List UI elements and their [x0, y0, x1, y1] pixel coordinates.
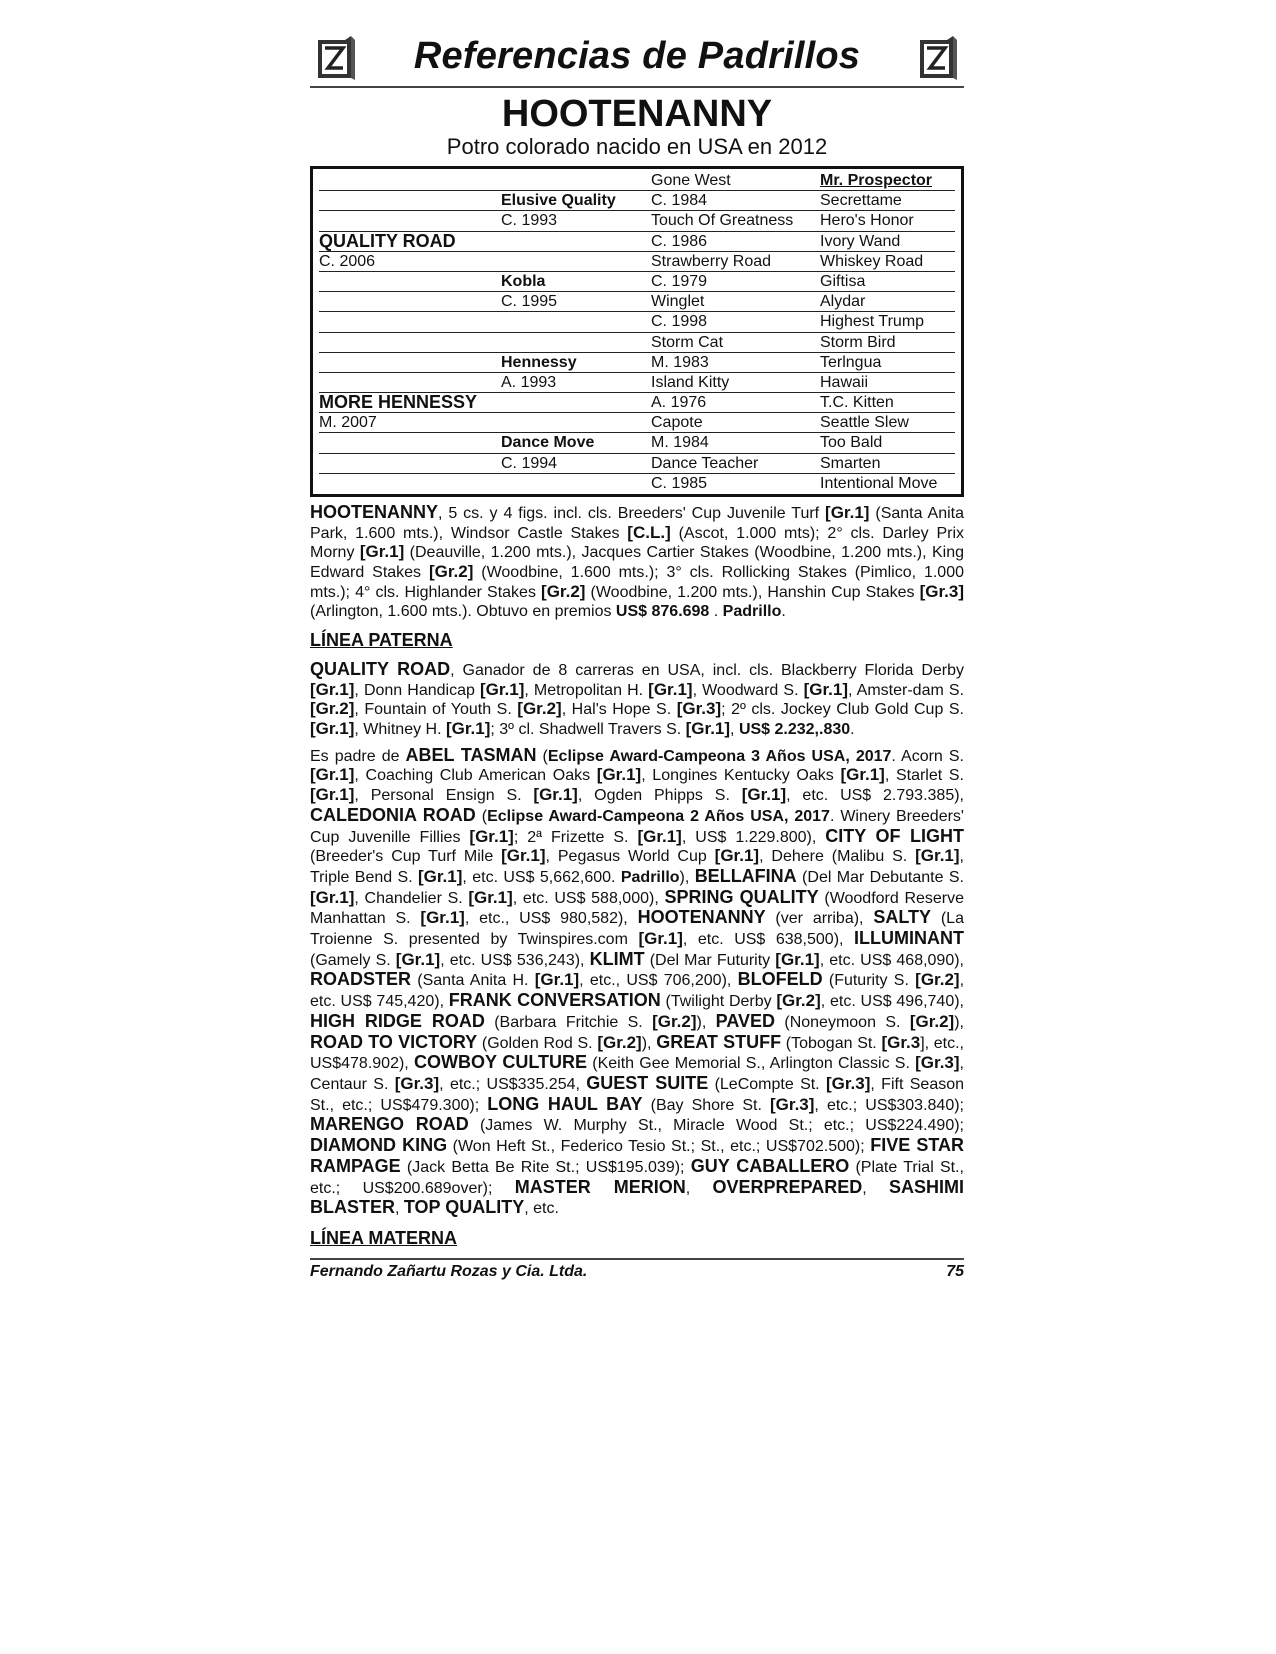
race-record	[310, 503, 964, 621]
grade-tag: [Gr.2]	[776, 991, 821, 1011]
grade-tag: [Gr.2]	[310, 699, 355, 719]
pedigree-cell: C. 1979	[651, 272, 708, 290]
grade-tag: [Gr.2]	[517, 699, 562, 719]
text-run: (Golden Rod S.	[477, 1034, 598, 1052]
pedigree-cell	[319, 312, 501, 331]
grade-tag: [Gr.1]	[741, 785, 787, 805]
text-run: , Metropolitan H.	[524, 681, 649, 699]
text-run: , etc. US$ 588,000),	[512, 889, 665, 907]
page-title: Referencias de Padrillos	[413, 35, 861, 77]
pedigree-cell	[319, 353, 501, 372]
grade-tag: [Gr.1]	[685, 719, 731, 739]
text-run: , etc. US$ 536,243),	[440, 951, 590, 969]
text-run: Eclipse Award-Campeona 3 Años USA, 2017	[547, 747, 892, 765]
pedigree-cell: Kobla	[501, 272, 546, 290]
grade-tag: [Gr.1]	[420, 908, 465, 928]
pedigree-cell: Giftisa	[820, 272, 866, 290]
text-run: , etc., US$ 980,582),	[464, 910, 638, 928]
pedigree-cell: M. 2007	[319, 414, 377, 432]
horse-name-ref: ILLUMINANT	[854, 928, 965, 949]
pedigree-cell	[501, 171, 651, 190]
text-run: , etc., US$ 706,200),	[579, 972, 738, 990]
pedigree-row	[319, 292, 955, 312]
grade-tag: [Gr.1]	[445, 719, 491, 739]
pedigree-cell: Terlngua	[820, 353, 882, 371]
pedigree-cell: C. 1986	[651, 232, 708, 250]
page-footer	[310, 1258, 964, 1282]
text-run: , Fift Season St., etc.; US$479.300);	[310, 1075, 965, 1114]
pedigree-cell	[319, 171, 501, 190]
pedigree-cell: Capote	[651, 414, 703, 432]
horse-name-ref: COWBOY CULTURE	[413, 1052, 588, 1073]
grade-tag: [Gr.1]	[479, 679, 525, 699]
horse-name-ref: QUALITY ROAD	[310, 658, 451, 679]
grade-tag: [Gr.1]	[468, 887, 513, 907]
text-run: Padrillo	[722, 602, 782, 620]
text-run: (Deauville, 1.200 mts.), Jacques Cartier Stakes (Woodbine, 1.200 mts.), King Edward Stakes	[310, 544, 964, 582]
grade-tag: [Gr.1]	[310, 785, 355, 805]
horse-name-ref: FIVE STAR RAMPAGE	[310, 1135, 964, 1176]
pedigree-cell	[319, 191, 501, 210]
text-run: (Santa Anita Park, 1.600 mts.), Windsor Castle Stakes	[310, 505, 965, 542]
text-run: (Keith Gee Memorial S., Arlington Classic S.	[587, 1055, 916, 1073]
text-run: . Winery Breeders' Cup Juvenille Fillies	[310, 807, 964, 846]
text-run: , Coaching Club American Oaks	[354, 767, 597, 785]
text-run: , etc. US$ 638,500),	[682, 931, 855, 949]
pedigree-cell: Whiskey Road	[820, 252, 924, 270]
pedigree-cell: A. 1993	[501, 373, 557, 391]
pedigree-cell: Alydar	[820, 293, 866, 311]
pedigree-cell: Dance Teacher	[651, 454, 759, 472]
text-run: ], etc., US$478.902),	[310, 1034, 964, 1073]
pedigree-cell: Strawberry Road	[651, 252, 772, 270]
pedigree-cell: Storm Cat	[651, 333, 724, 351]
pedigree-cell: Winglet	[651, 293, 705, 311]
text-run: (Bay Shore St.	[642, 1096, 771, 1114]
pedigree-cell	[319, 373, 501, 392]
page-header	[310, 30, 964, 88]
grade-tag: [Gr.1]	[533, 785, 578, 805]
text-run: ),	[679, 868, 695, 886]
section-paternal-line: LÍNEA PATERNA	[310, 630, 453, 651]
text-run: Padrillo	[620, 868, 680, 886]
pedigree-cell	[501, 312, 651, 331]
grade-tag: [Gr.3]	[394, 1073, 440, 1093]
text-run: (Tobogan St.	[781, 1034, 882, 1052]
text-run: , Personal Ensign S.	[354, 787, 534, 805]
horse-name-ref: CALEDONIA ROAD	[310, 804, 476, 825]
text-run: , etc. US$ 468,090),	[819, 951, 965, 969]
horse-name-ref: PAVED	[715, 1010, 775, 1031]
text-run: , etc. US$ 2.793.385),	[786, 787, 964, 805]
pedigree-cell: C. 1995	[501, 293, 558, 311]
text-run: ,	[730, 721, 739, 739]
grade-tag: [Gr.1]	[840, 765, 885, 785]
page-number: 75	[946, 1262, 964, 1280]
horse-name-ref: OVERPREPARED	[712, 1176, 863, 1197]
grade-tag: [Gr.1]	[775, 949, 820, 969]
pedigree-row	[319, 272, 955, 292]
page	[310, 30, 964, 1282]
grade-tag: [Gr.1]	[310, 679, 355, 699]
horse-name-ref: GUY CABALLERO	[690, 1155, 850, 1176]
grade-tag: [Gr.1]	[637, 826, 682, 846]
text-run: ; 2ª Frizette S.	[513, 828, 638, 846]
horse-name-ref: ROAD TO VICTORY	[310, 1031, 478, 1052]
pedigree-cell: Highest Trump	[820, 313, 925, 331]
text-run: (Arlington, 1.600 mts.). Obtuvo en premios	[310, 602, 616, 620]
pedigree-cell: MORE HENNESSY	[319, 392, 478, 413]
horse-name-ref: HOOTENANNY	[310, 502, 439, 522]
grade-tag: [Gr.3]	[915, 1053, 960, 1073]
pedigree-row	[319, 252, 955, 272]
horse-name-ref: KLIMT	[589, 948, 645, 969]
pedigree-cell: Hennessy	[501, 353, 577, 371]
text-run: .	[709, 602, 723, 620]
grade-tag: [Gr.2]	[915, 970, 960, 990]
text-run: (Woodbine, 1.200 mts.), Hanshin Cup Stakes	[585, 583, 920, 601]
text-run: US$ 2.232,.830	[738, 721, 851, 739]
text-run: , Triple Bend S.	[310, 848, 964, 886]
pedigree-cell: C. 1985	[651, 474, 708, 492]
text-run: .	[781, 602, 786, 620]
text-run: , Dehere (Malibu S.	[759, 848, 916, 866]
text-run: . Acorn S.	[891, 747, 964, 765]
pedigree-table	[310, 166, 964, 497]
grade-tag: [Gr.1]	[803, 679, 849, 699]
text-run: (Del Mar Futurity	[644, 951, 776, 969]
horse-name-ref: HOOTENANNY	[637, 907, 766, 928]
pedigree-cell	[319, 272, 501, 291]
pedigree-cell: T.C. Kitten	[820, 394, 894, 412]
pedigree-row	[319, 413, 955, 433]
pedigree-cell	[319, 474, 501, 493]
text-run: , etc.; US$335.254,	[439, 1075, 587, 1093]
pedigree-row	[319, 333, 955, 353]
pedigree-row	[319, 454, 955, 474]
grade-tag: [Gr.1]	[469, 826, 514, 846]
grade-tag: [Gr.1]	[596, 765, 642, 785]
text-run: , etc.; US$303.840);	[814, 1096, 964, 1114]
horse-name-ref: SALTY	[873, 907, 932, 928]
horse-name-ref: LONG HAUL BAY	[487, 1093, 643, 1114]
sire-record	[310, 660, 964, 740]
grade-tag: [Gr.2]	[428, 562, 474, 582]
text-run: US$ 876.698	[615, 602, 710, 620]
grade-tag: [Gr.1]	[359, 542, 405, 562]
horse-name-ref: BELLAFINA	[694, 865, 797, 886]
grade-tag: [Gr.3]	[770, 1094, 815, 1114]
grade-tag: [Gr.1]	[648, 679, 693, 699]
pedigree-cell	[319, 292, 501, 311]
text-run: (Ascot, 1.000 mts); 2° cls. Darley Prix Morny	[310, 524, 964, 562]
grade-tag: [Gr.2]	[541, 581, 586, 601]
pedigree-cell: Hawaii	[820, 373, 869, 391]
pedigree-cell: Seattle Slew	[820, 414, 909, 432]
text-run: , etc. US$ 745,420),	[310, 972, 965, 1011]
pedigree-cell	[319, 433, 501, 452]
horse-name-ref: GREAT STUFF	[656, 1031, 782, 1052]
horse-name-ref: TOP QUALITY	[403, 1197, 525, 1218]
grade-tag: [Gr.1]	[638, 929, 683, 949]
pedigree-cell: Secrettame	[820, 192, 902, 210]
pedigree-row	[319, 393, 955, 413]
text-run: (Woodford Reserve Manhattan S.	[310, 889, 965, 928]
text-run: , 5 cs. y 4 figs. incl. cls. Breeders' Cup Juvenile Turf	[438, 505, 826, 522]
zr-logo-icon	[917, 34, 959, 82]
text-run: (Gamely S.	[310, 951, 396, 969]
grade-tag: [Gr.3]	[676, 699, 722, 719]
pedigree-cell: Elusive Quality	[501, 192, 616, 210]
horse-name: HOOTENANNY	[501, 93, 773, 135]
pedigree-cell	[501, 474, 651, 493]
text-run: (Won Heft St., Federico Tesio St.; St., etc.; US$702.500);	[447, 1138, 871, 1156]
pedigree-cell	[319, 454, 501, 473]
pedigree-cell: C. 1994	[501, 454, 558, 472]
sire-progeny	[310, 746, 964, 1219]
pedigree-cell: Smarten	[820, 454, 881, 472]
horse-name-ref: BLOFELD	[737, 969, 823, 990]
pedigree-row	[319, 353, 955, 373]
grade-tag: [Gr.1]	[825, 503, 870, 522]
grade-tag: [Gr.1]	[534, 970, 580, 990]
pedigree-cell	[501, 252, 651, 271]
section-maternal-line: LÍNEA MATERNA	[310, 1227, 457, 1248]
text-run: ),	[954, 1013, 964, 1031]
text-run: , Centaur S.	[310, 1055, 964, 1093]
pedigree-cell: Hero's Honor	[820, 212, 914, 230]
pedigree-cell: Ivory Wand	[820, 232, 901, 250]
pedigree-cell: Storm Bird	[820, 333, 896, 351]
pedigree-cell: M. 1984	[651, 434, 709, 452]
pedigree-cell: QUALITY ROAD	[319, 230, 456, 251]
pedigree-cell: M. 1983	[651, 353, 709, 371]
grade-tag: [Gr.3]	[825, 1073, 871, 1093]
horse-description: Potro colorado nacido en USA en 2012	[446, 134, 828, 159]
text-run: , etc. US$ 496,740),	[820, 993, 964, 1011]
grade-tag: [Gr.3]	[919, 581, 964, 601]
text-run: , Woodward S.	[692, 681, 804, 699]
text-run: , US$ 1.229.800),	[681, 828, 826, 846]
pedigree-row	[319, 474, 955, 493]
pedigree-cell: Intentional Move	[820, 474, 938, 492]
text-run: (Noneymoon S.	[775, 1013, 910, 1031]
pedigree-cell: Too Bald	[820, 434, 883, 452]
horse-name-ref: MASTER MERION	[514, 1176, 686, 1197]
pedigree-row	[319, 433, 955, 453]
horse-name-ref: ROADSTER	[310, 969, 412, 990]
text-run: (LeCompte St.	[708, 1075, 826, 1093]
text-run: , etc.	[524, 1200, 559, 1218]
text-run: , Hal's Hope S.	[561, 701, 677, 719]
horse-name-ref: MARENGO ROAD	[310, 1114, 469, 1135]
horse-name-ref: DIAMOND KING	[310, 1135, 448, 1156]
footer-company: Fernando Zañartu Rozas y Cia. Ltda.	[310, 1262, 588, 1280]
text-run: (Twilight Derby	[660, 993, 777, 1011]
pedigree-cell	[319, 211, 501, 230]
text-run: , Ganador de 8 carreras en USA, incl. cls. Blackberry Florida Derby	[450, 661, 964, 679]
text-run: ,	[685, 1179, 713, 1197]
grade-tag: [Gr.2]	[652, 1011, 697, 1031]
body-text	[310, 503, 964, 1248]
grade-tag: [Gr.3	[881, 1032, 921, 1052]
pedigree-cell	[319, 333, 501, 352]
pedigree-cell	[501, 232, 651, 251]
horse-name-ref: CITY OF LIGHT	[825, 825, 964, 846]
pedigree-cell	[501, 413, 651, 432]
pedigree-cell: Gone West	[651, 172, 731, 189]
text-run: , Starlet S.	[884, 767, 964, 785]
text-run: ,	[395, 1200, 404, 1218]
text-run: ; 3º cl. Shadwell Travers S.	[490, 721, 686, 739]
text-run: ,	[862, 1179, 889, 1197]
pedigree-row	[319, 211, 955, 231]
grade-tag: [Gr.1]	[714, 846, 760, 866]
horse-name-ref: ABEL TASMAN	[405, 744, 537, 765]
pedigree-cell: Touch Of Greatness	[651, 212, 794, 230]
pedigree-row	[319, 312, 955, 332]
text-run: (La Troienne S. presented by Twinspires.com	[310, 910, 964, 949]
text-run: , Fountain of Youth S.	[354, 701, 518, 719]
pedigree-row	[319, 373, 955, 393]
horse-name-ref: HIGH RIDGE ROAD	[310, 1010, 485, 1031]
text-run: (Woodbine, 1.600 mts.); 3° cls. Rollicking Stakes (Pimlico, 1.000 mts.); 4° cls. Highlander Stakes	[310, 564, 964, 601]
text-run: , Amster-dam S.	[848, 681, 965, 699]
pedigree-cell: Island Kitty	[651, 373, 730, 391]
pedigree-row	[319, 171, 955, 191]
text-run: ),	[641, 1034, 657, 1052]
horse-name-ref: FRANK CONVERSATION	[448, 990, 661, 1011]
text-run: ),	[696, 1013, 716, 1031]
text-run: (	[536, 747, 548, 765]
text-run: Eclipse Award-Campeona 2 Años USA, 2017	[487, 807, 830, 825]
text-run: ; 2º cls. Jockey Club Gold Cup S.	[721, 701, 965, 719]
text-run: (Santa Anita H.	[411, 972, 535, 990]
pedigree-cell: Dance Move	[501, 434, 595, 452]
grade-tag: [Gr.2]	[597, 1032, 642, 1052]
horse-name-ref: SASHIMI BLASTER	[310, 1176, 965, 1218]
text-run: , Pegasus World Cup	[545, 848, 715, 866]
text-run: (	[475, 807, 488, 825]
pedigree-row	[319, 232, 955, 252]
grade-tag: [Gr.1]	[395, 949, 441, 969]
grade-tag: [Gr.1]	[418, 866, 463, 886]
pedigree-cell: C. 1984	[651, 192, 708, 210]
text-run: (Barbara Fritchie S.	[484, 1013, 653, 1031]
pedigree-cell: A. 1976	[651, 394, 707, 412]
text-run: , Whitney H.	[354, 721, 446, 739]
grade-tag: [Gr.2]	[909, 1011, 955, 1031]
pedigree-cell: C. 1998	[651, 313, 708, 331]
grade-tag: [Gr.1]	[310, 887, 355, 907]
text-run: , Longines Kentucky Oaks	[641, 767, 841, 785]
text-run: (Jack Betta Be Rite St.; US$195.039);	[400, 1158, 691, 1176]
text-run: (Breeder's Cup Turf Mile	[310, 848, 502, 866]
pedigree-cell: Mr. Prospector	[820, 172, 933, 189]
horse-name-ref: SPRING QUALITY	[664, 886, 819, 907]
pedigree-cell	[501, 393, 651, 412]
text-run: (Del Mar Debutante S.	[796, 868, 964, 886]
grade-tag: [Gr.1]	[310, 719, 355, 739]
pedigree-cell: C. 2006	[319, 252, 376, 270]
text-run: .	[850, 721, 855, 739]
text-run: Es padre de	[310, 747, 406, 765]
pedigree-row	[319, 191, 955, 211]
grade-tag: [Gr.1]	[310, 765, 355, 785]
grade-tag: [Gr.1]	[501, 846, 546, 866]
text-run: (Futurity S.	[822, 972, 916, 990]
text-run: , etc. US$ 5,662,600.	[462, 868, 621, 886]
text-run: , Donn Handicap	[354, 681, 480, 699]
grade-tag: [Gr.1]	[915, 846, 960, 866]
grade-tag: [C.L.]	[627, 522, 671, 542]
zr-logo-icon	[315, 34, 357, 82]
text-run: (Plate Trial St., etc.; US$200.689over);	[310, 1158, 965, 1197]
text-run: (ver arriba),	[765, 910, 874, 928]
horse-name-ref: GUEST SUITE	[586, 1072, 709, 1093]
pedigree-cell: C. 1993	[501, 212, 558, 230]
pedigree-cell	[501, 333, 651, 352]
text-run: , Chandelier S.	[354, 889, 469, 907]
text-run: (James W. Murphy St., Miracle Wood St.; etc.; US$224.490);	[468, 1117, 965, 1135]
text-run: , Ogden Phipps S.	[577, 787, 742, 805]
